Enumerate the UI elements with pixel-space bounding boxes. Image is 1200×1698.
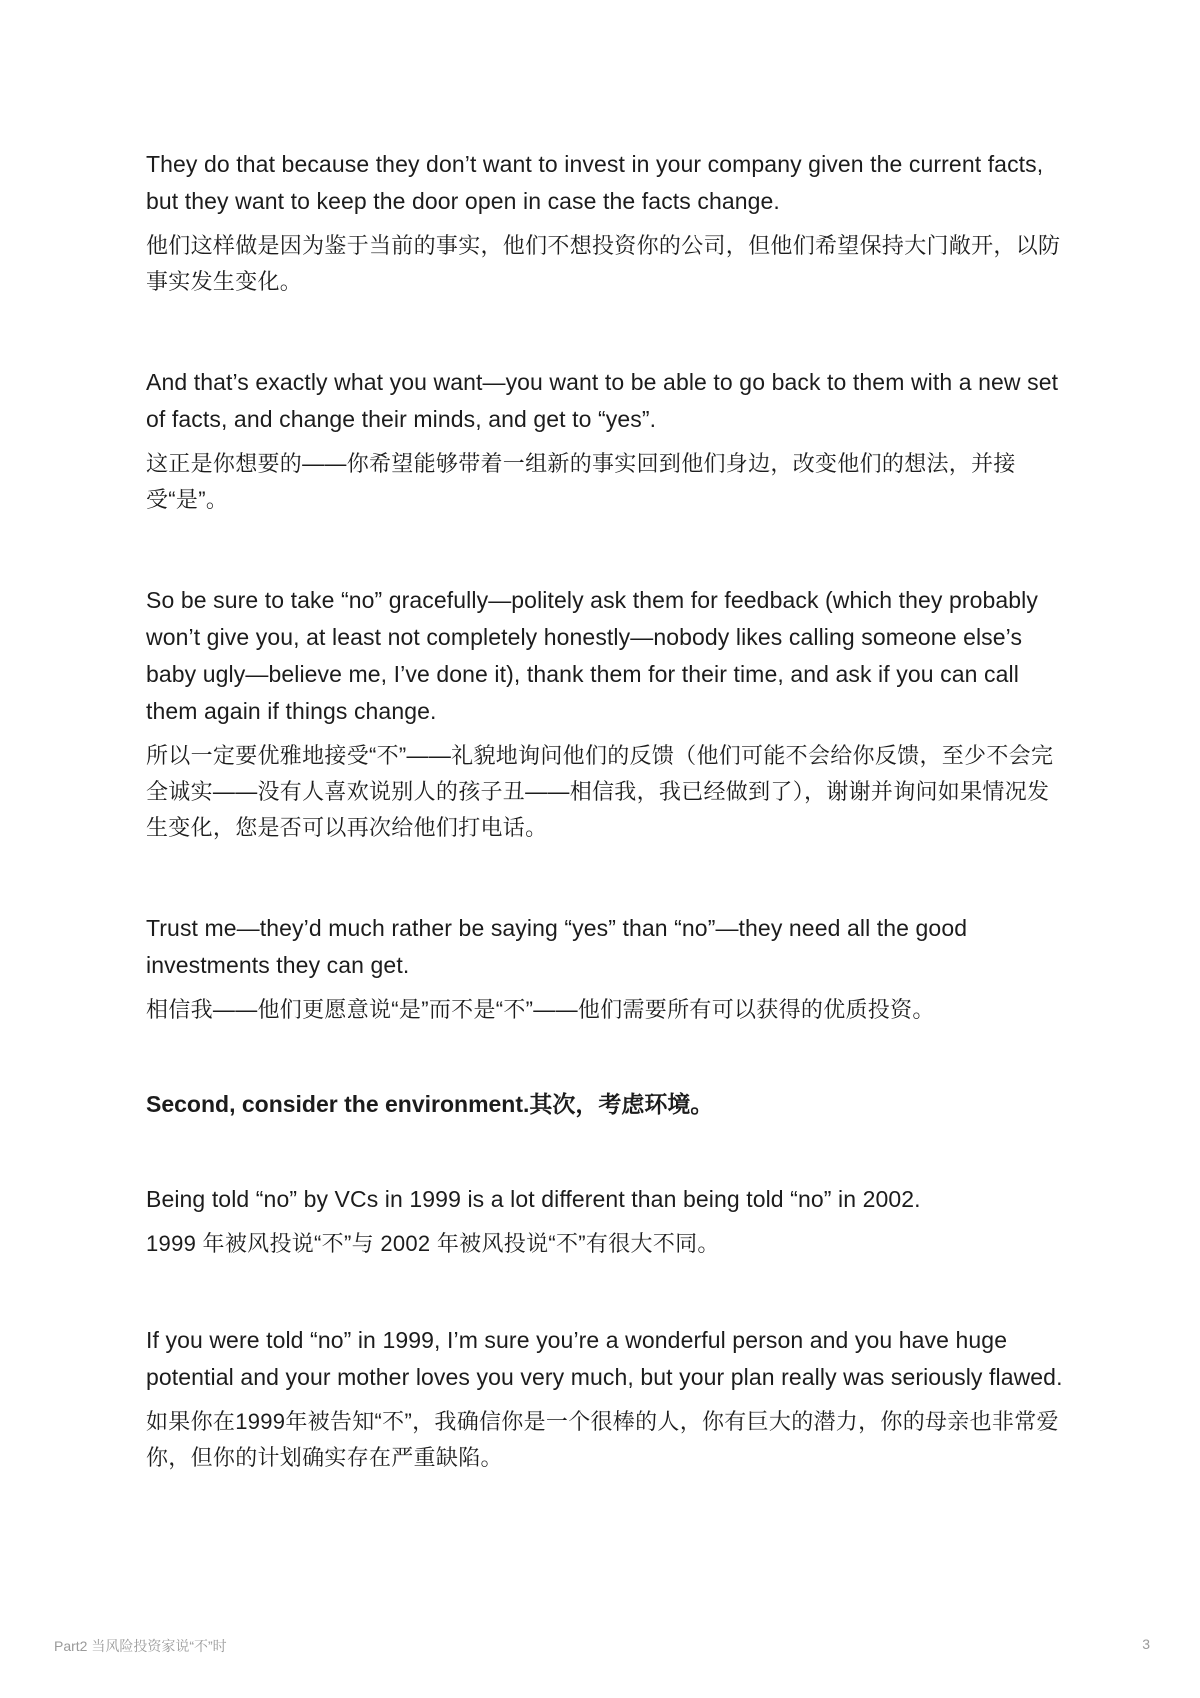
page-content xyxy=(146,146,1066,1476)
paragraph-chinese: 如果你在1999年被告知“不”，我确信你是一个很棒的人，你有巨大的潜力，你的母亲也非常爱你，但你的计划确实存在严重缺陷。 xyxy=(146,1409,1059,1470)
paragraph-chinese: 相信我——他们更愿意说“是”而不是“不”——他们需要所有可以获得的优质投资。 xyxy=(146,997,935,1022)
paragraph-english: So be sure to take “no” gracefully—politely ask them for feedback (which they probably won’t give you, at least not completely honestly—nobody likes calling someone else’s baby ugly—believe me, I’ve done it), thank them for their time, and ask if you can call them again if things change. xyxy=(146,587,1038,724)
footer-section-title: Part2 当风险投资家说“不”时 xyxy=(54,1638,227,1654)
paragraph-block-3 xyxy=(146,582,1066,846)
paragraph-block-1 xyxy=(146,146,1066,300)
paragraph-english: They do that because they don’t want to invest in your company given the current facts, but they want to keep the door open in case the facts change. xyxy=(146,151,1044,214)
paragraph-chinese: 他们这样做是因为鉴于当前的事实，他们不想投资你的公司，但他们希望保持大门敞开，以防事实发生变化。 xyxy=(146,233,1061,294)
paragraph-chinese: 所以一定要优雅地接受“不”——礼貌地询问他们的反馈（他们可能不会给你反馈，至少不会完全诚实——没有人喜欢说别人的孩子丑——相信我，我已经做到了），谢谢并询问如果情况发生变化，您是否可以再次给他们打电话。 xyxy=(146,743,1054,840)
paragraph-block-4 xyxy=(146,910,1066,1028)
paragraph-block-6 xyxy=(146,1322,1066,1476)
section-heading: Second, consider the environment.其次，考虑环境。 xyxy=(146,1091,714,1117)
paragraph-english: Being told “no” by VCs in 1999 is a lot different than being told “no” in 2002. xyxy=(146,1186,921,1212)
paragraph-block-5 xyxy=(146,1181,1066,1262)
page-number: 3 xyxy=(1142,1636,1150,1652)
paragraph-english: And that’s exactly what you want—you want to be able to go back to them with a new set of facts, and change their minds, and get to “yes”. xyxy=(146,369,1059,432)
paragraph-english: Trust me—they’d much rather be saying “yes” than “no”—they need all the good investments they can get. xyxy=(146,915,968,978)
paragraph-block-2 xyxy=(146,364,1066,518)
paragraph-chinese: 1999 年被风投说“不”与 2002 年被风投说“不”有很大不同。 xyxy=(146,1231,720,1256)
paragraph-chinese: 这正是你想要的——你希望能够带着一组新的事实回到他们身边，改变他们的想法，并接受“是”。 xyxy=(146,451,1016,512)
paragraph-english: If you were told “no” in 1999, I’m sure you’re a wonderful person and you have huge potential and your mother loves you very much, but your plan really was seriously flawed. xyxy=(146,1327,1063,1390)
